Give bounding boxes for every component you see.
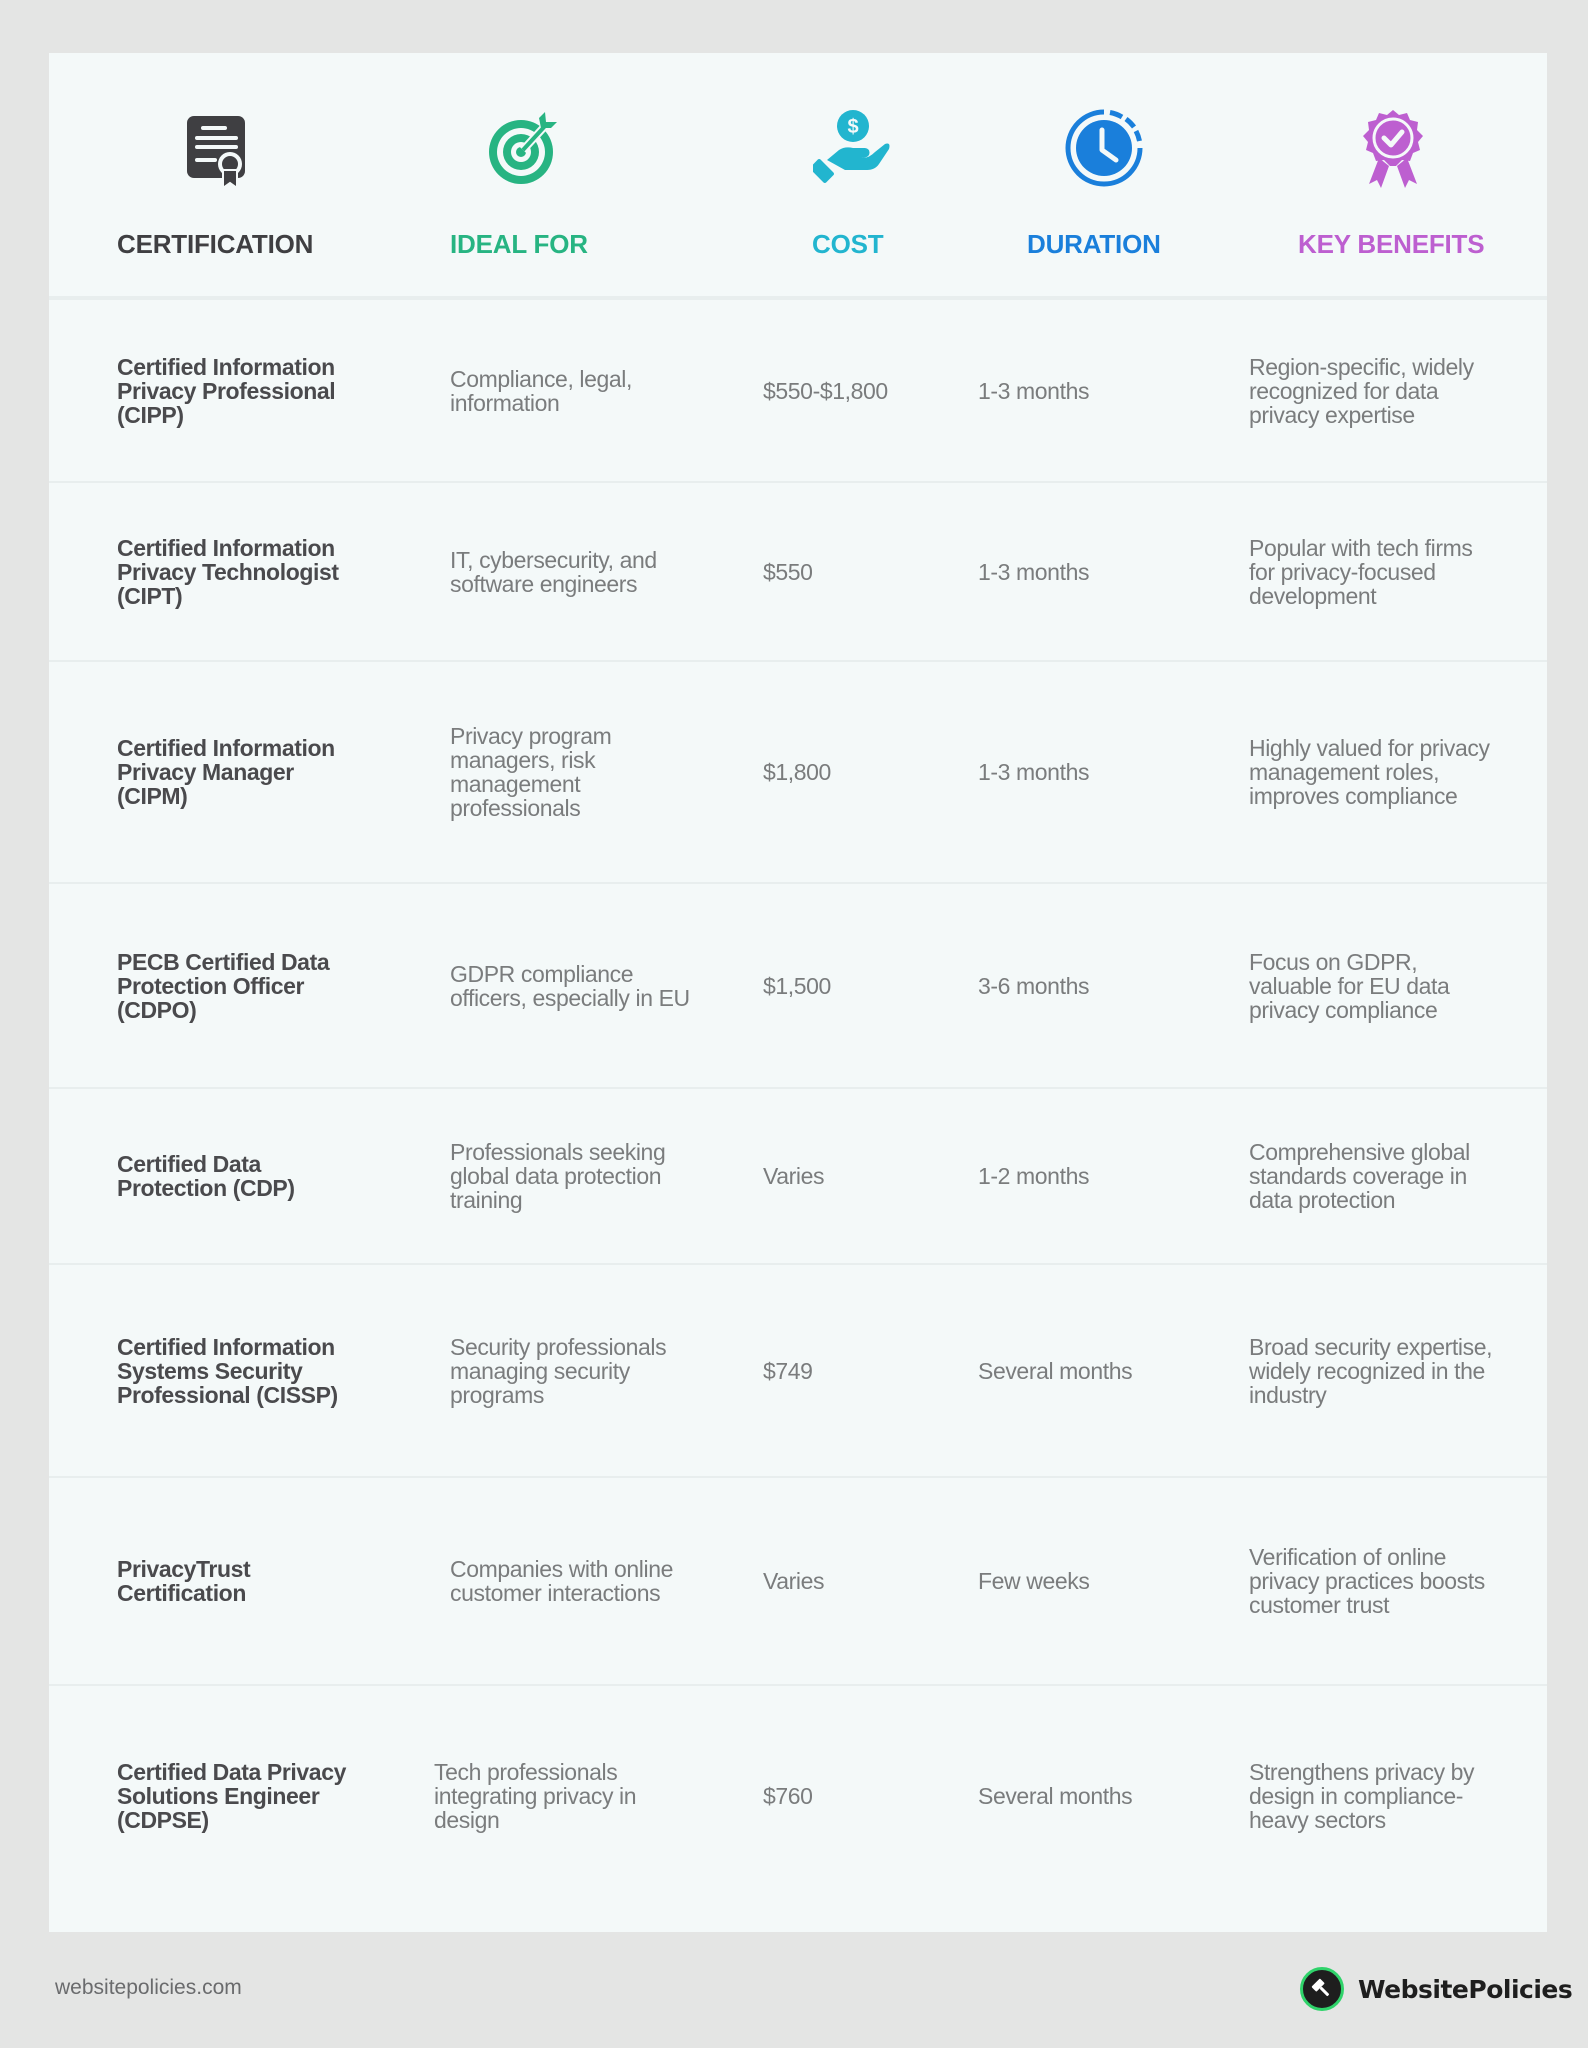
- cell-certification: PrivacyTrust Certification: [117, 1556, 251, 1606]
- cell-duration: 1-3 months: [978, 558, 1090, 585]
- cell-key-benefits: Highly valued for privacy management roles, improves compliance: [1249, 735, 1490, 809]
- cell-ideal-for: GDPR compliance officers, especially in EU: [450, 960, 690, 1011]
- table-row: [49, 662, 1547, 884]
- table-row: [49, 1089, 1547, 1265]
- cell-ideal-for: Security professionals managing security programs: [450, 1333, 667, 1408]
- cell-cost: $1,800: [763, 759, 831, 785]
- footer-site-url: websitepolicies.com: [55, 1976, 242, 1999]
- cell-ideal-for: Professionals seeking global data protection training: [450, 1139, 666, 1213]
- cell-ideal-for: IT, cybersecurity, and software engineers: [450, 546, 657, 597]
- header-certification: [49, 53, 349, 296]
- cell-certification: PECB Certified Data Protection Officer (CDPO): [117, 948, 330, 1023]
- cell-key-benefits: Popular with tech firms for privacy-focused development: [1249, 534, 1473, 609]
- cell-key-benefits: Comprehensive global standards coverage in data protection: [1249, 1139, 1470, 1213]
- header-cost: [749, 53, 949, 296]
- header-duration: [969, 53, 1219, 296]
- header-label-cost: COST: [812, 229, 884, 259]
- cell-cost: $550-$1,800: [763, 377, 888, 404]
- cell-key-benefits: Broad security expertise, widely recognized in the industry: [1249, 1333, 1493, 1408]
- table-row: [49, 483, 1547, 662]
- header-key-benefits: [1239, 53, 1539, 296]
- brand-name: WebsitePolicies: [1358, 1974, 1573, 2004]
- table-row: [49, 884, 1547, 1089]
- cell-duration: Several months: [978, 1783, 1133, 1809]
- cell-certification: Certified Information Systems Security Professional (CISSP): [117, 1333, 338, 1408]
- cell-ideal-for: Companies with online customer interactions: [450, 1556, 674, 1606]
- cell-ideal-for: Compliance, legal, information: [450, 365, 633, 416]
- header-label-key-benefits: KEY BENEFITS: [1298, 229, 1485, 259]
- cell-certification: Certified Information Privacy Professional (CIPP): [117, 353, 336, 428]
- cell-cost: $1,500: [763, 972, 831, 999]
- cell-certification: Certified Information Privacy Technologist (CIPT): [117, 534, 339, 609]
- cell-cost: Varies: [763, 1568, 825, 1594]
- table-row: [49, 1478, 1547, 1686]
- svg-text:$: $: [847, 116, 859, 138]
- cell-duration: 3-6 months: [978, 972, 1090, 999]
- cell-certification: Certified Data Privacy Solutions Engineer (CDPSE): [117, 1759, 346, 1833]
- cell-key-benefits: Focus on GDPR, valuable for EU data privacy compliance: [1249, 948, 1450, 1023]
- cell-ideal-for: Privacy program managers, risk management professionals: [450, 723, 612, 821]
- header-ideal-for: [379, 53, 679, 296]
- header-label-ideal-for: IDEAL FOR: [450, 229, 588, 259]
- cell-duration: Few weeks: [978, 1568, 1090, 1594]
- cell-cost: $760: [763, 1783, 813, 1809]
- cell-certification: Certified Information Privacy Manager (CIPM): [117, 735, 335, 809]
- cell-key-benefits: Strengthens privacy by design in compliance-heavy sectors: [1249, 1759, 1475, 1833]
- award-badge-icon: [1353, 108, 1433, 188]
- table-row: [49, 1265, 1547, 1478]
- header-label-certification: CERTIFICATION: [117, 229, 314, 259]
- cell-certification: Certified Data Protection (CDP): [117, 1151, 295, 1201]
- cell-duration: 1-3 months: [978, 759, 1090, 785]
- target-icon: [483, 108, 563, 188]
- gavel-icon: [1300, 1967, 1344, 2011]
- table-row: [49, 1686, 1547, 1906]
- cell-duration: 1-2 months: [978, 1163, 1090, 1189]
- brand-logo: [1300, 1967, 1572, 2011]
- table-row: [49, 300, 1547, 483]
- cell-cost: Varies: [763, 1163, 825, 1189]
- header-label-duration: DURATION: [1027, 229, 1161, 259]
- cell-cost: $550: [763, 558, 813, 585]
- certificate-icon: [181, 108, 261, 188]
- hand-coin-icon: [813, 108, 893, 188]
- cell-duration: Several months: [978, 1357, 1133, 1384]
- clock-icon: [1064, 108, 1144, 188]
- table-header: [49, 53, 1547, 296]
- cell-key-benefits: Verification of online privacy practices boosts customer trust: [1249, 1544, 1485, 1618]
- cell-duration: 1-3 months: [978, 377, 1090, 404]
- comparison-table-card: [49, 53, 1547, 1932]
- cell-ideal-for: Tech professionals integrating privacy in design: [434, 1759, 637, 1833]
- cell-key-benefits: Region-specific, widely recognized for data privacy expertise: [1249, 353, 1474, 428]
- cell-cost: $749: [763, 1357, 813, 1384]
